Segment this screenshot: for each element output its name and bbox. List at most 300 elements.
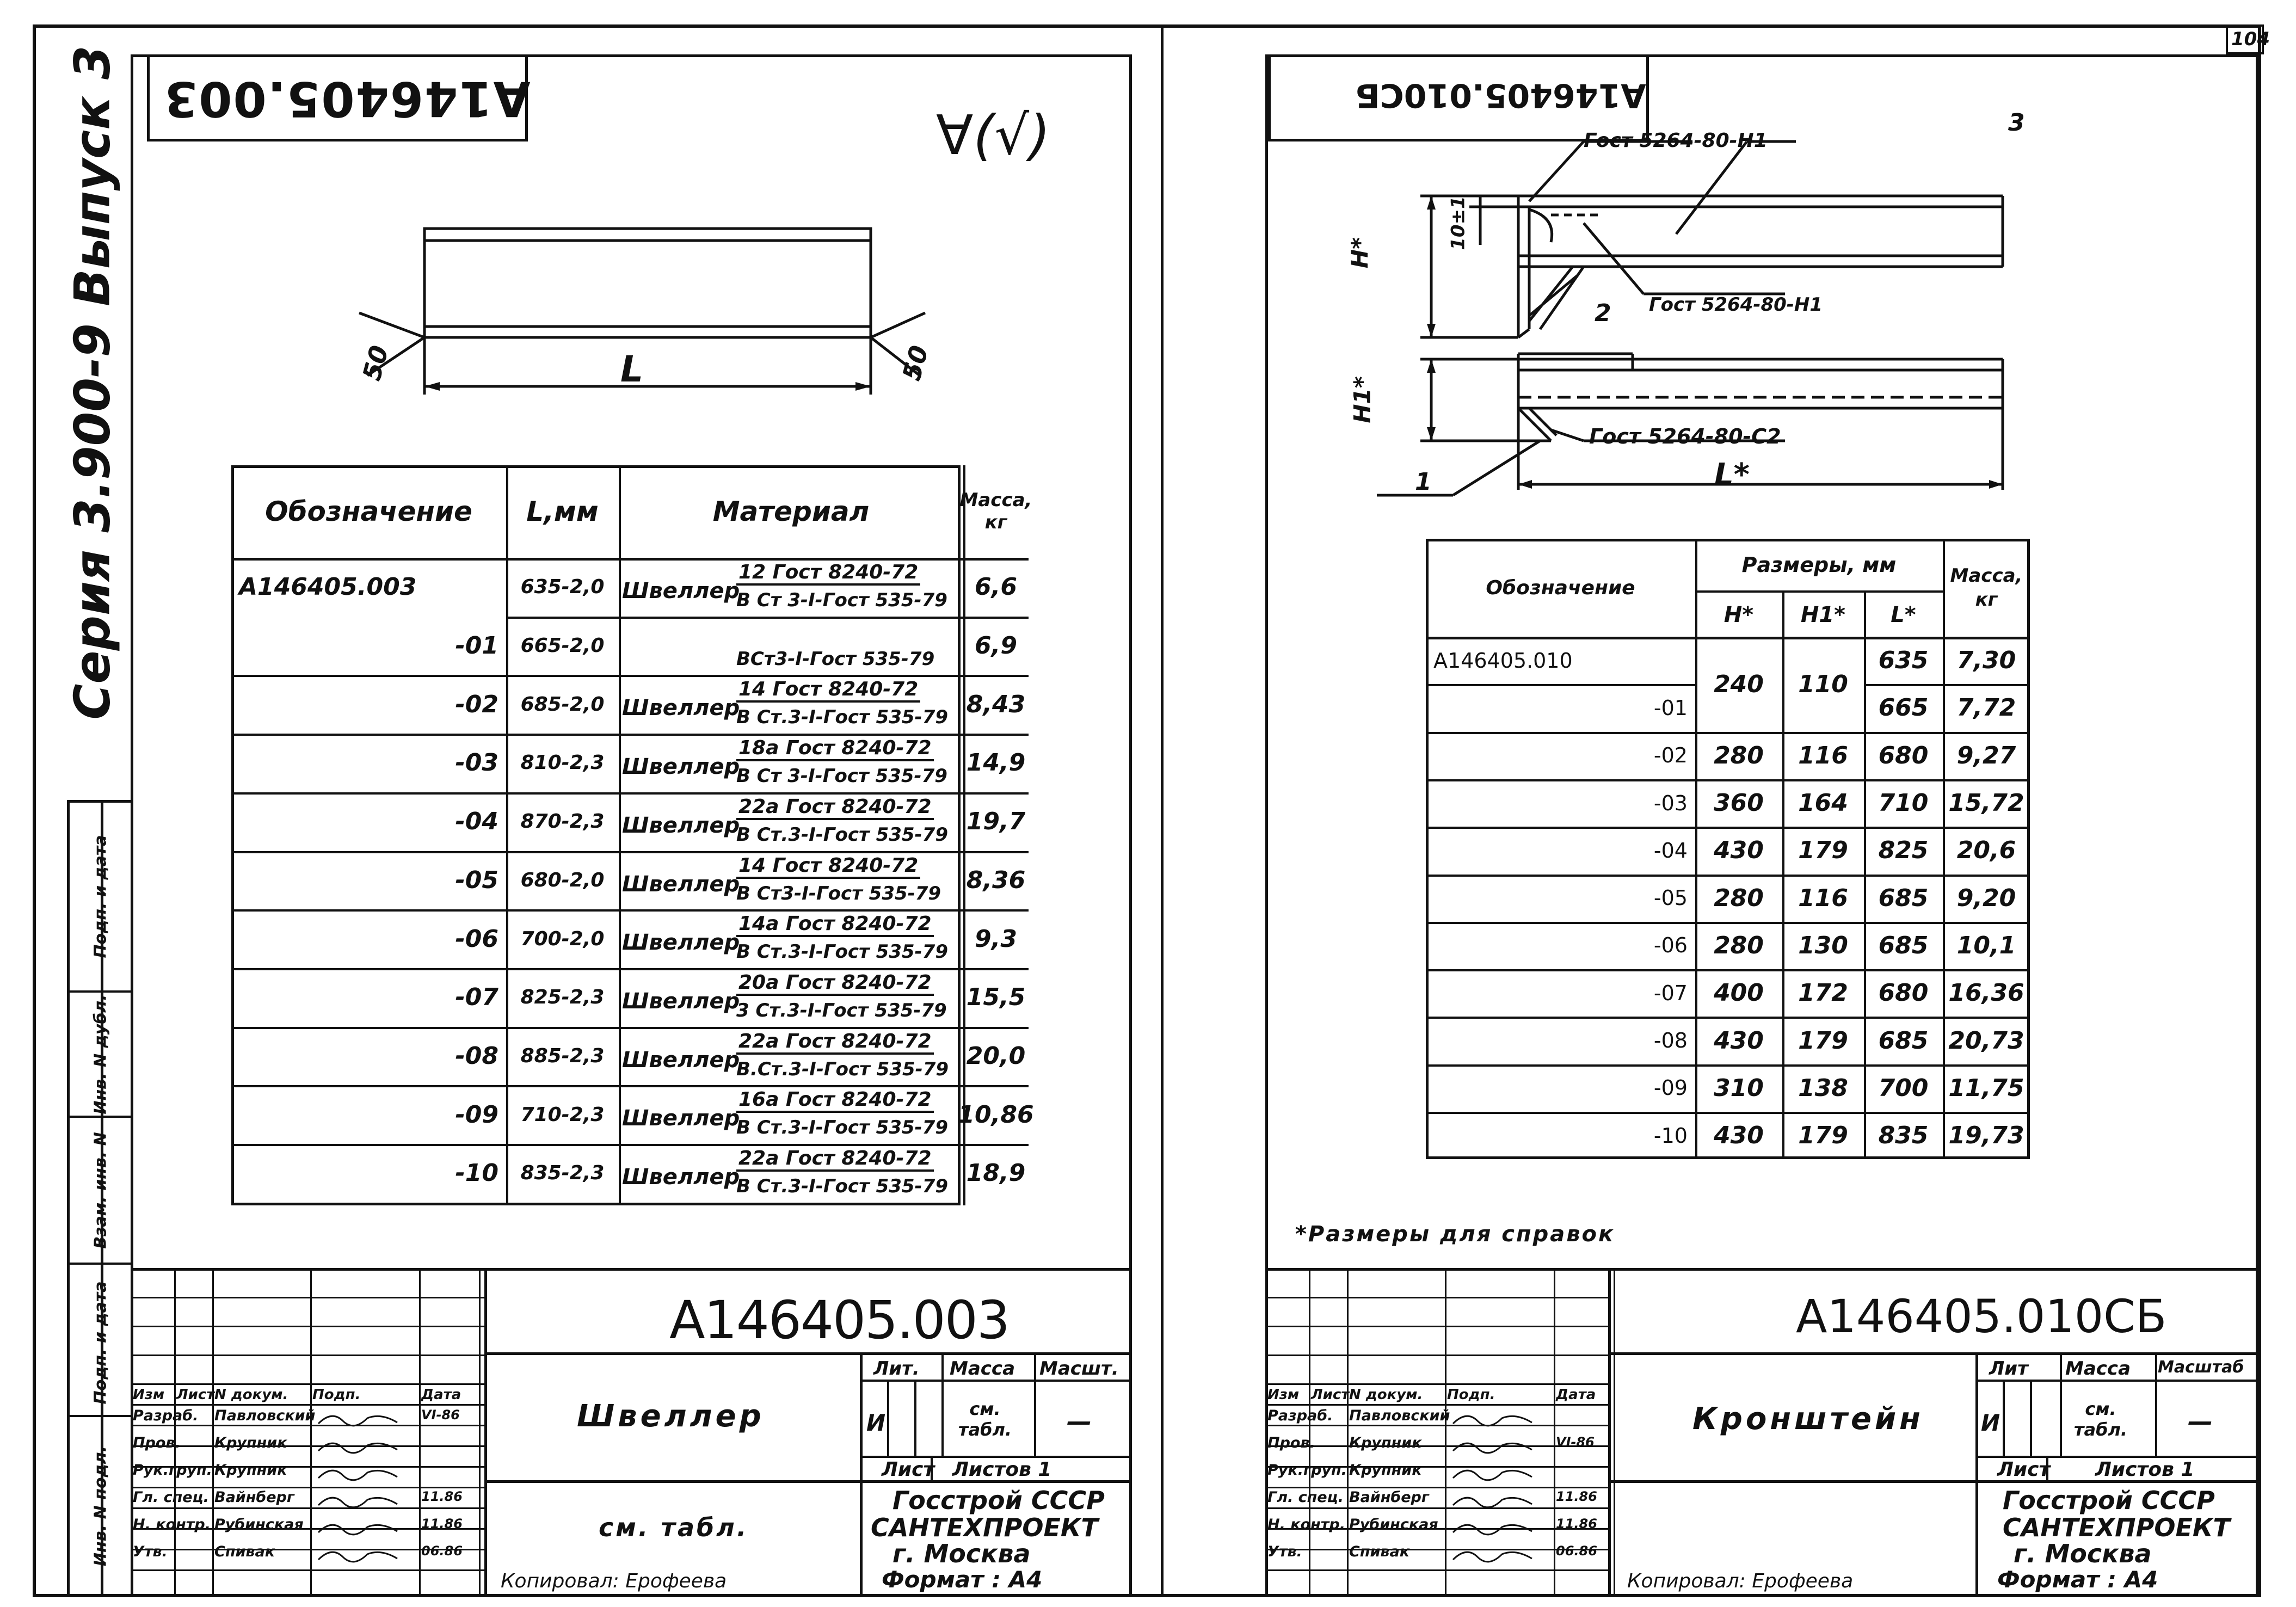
- right-th-mass: Масса, кг: [1950, 564, 2023, 611]
- left-row-designation: -08: [455, 1042, 498, 1070]
- right-row-mass: 15,72: [1948, 789, 2024, 817]
- left-tb-grid-colhead: Изм: [133, 1387, 165, 1403]
- callout-2: 2: [1595, 299, 1611, 327]
- side-strip-line: [67, 800, 70, 1597]
- right-row-designation: -01: [1653, 695, 1688, 720]
- right-row-L: 635: [1878, 647, 1929, 675]
- left-tb-grid-hline: [131, 1487, 484, 1488]
- right-tb-vline: [2155, 1352, 2157, 1456]
- left-tb-grid-hline: [131, 1425, 484, 1426]
- left-row-length: 685-2,0: [520, 693, 605, 716]
- side-stamp-4: Инв. N дубл.: [91, 994, 110, 1115]
- material-steel: 3 Ст.3-I-Гост 535-79: [736, 999, 947, 1021]
- left-row-length: 700-2,0: [520, 927, 605, 950]
- material-steel: В.Ст.3-I-Гост 535-79: [736, 1058, 949, 1080]
- right-tb-grid-colhead: Дата: [1556, 1387, 1596, 1403]
- material-section: 14 Гост 8240-72: [736, 854, 920, 879]
- right-tb-lit-value: И: [1981, 1409, 2000, 1436]
- left-tb-org-2: САНТЕХПРОЕКТ: [871, 1513, 1098, 1542]
- left-tb-mass-value: см. табл.: [958, 1399, 1012, 1440]
- right-tb-grid-vline: [1445, 1268, 1446, 1597]
- left-tb-grid-signer-role: Пров.: [133, 1434, 181, 1451]
- right-th-sizes: Размеры, мм: [1741, 552, 1897, 577]
- left-row-length: 680-2,0: [520, 869, 605, 891]
- right-row-designation: -06: [1653, 933, 1688, 958]
- right-tb-grid-colhead: N докум.: [1349, 1387, 1423, 1403]
- left-tb-grid-vline: [479, 1268, 481, 1597]
- material-name: Швеллер: [622, 578, 740, 604]
- right-tb-vline: [1608, 1268, 1611, 1597]
- material-section: 22а Гост 8240-72: [736, 1030, 934, 1055]
- right-row-H: 280: [1714, 884, 1764, 912]
- right-row-L: 685: [1878, 1026, 1929, 1055]
- left-tb-grid-signer-role: Разраб.: [133, 1407, 199, 1424]
- signature-icon: [316, 1434, 414, 1456]
- left-tb-grid-hline: [131, 1326, 484, 1327]
- right-row-designation: -10: [1653, 1123, 1688, 1148]
- left-tb-grid-colhead: N докум.: [214, 1387, 288, 1403]
- left-row-material: [622, 675, 961, 734]
- right-tb-grid-signer-role: Разраб.: [1267, 1407, 1333, 1424]
- right-tb-scale-value: —: [2188, 1407, 2213, 1436]
- material-section: 14а Гост 8240-72: [736, 913, 934, 937]
- left-tb-grid-signer-date: 11.86: [421, 1516, 463, 1531]
- left-row-mass: 8,43: [966, 690, 1026, 718]
- right-row-H1: 138: [1798, 1074, 1848, 1102]
- right-tb-grid-colhead: Изм: [1267, 1387, 1300, 1403]
- right-tb-code: А146405.010СБ: [1796, 1290, 2167, 1343]
- left-th-material: Материал: [712, 496, 870, 527]
- right-tb-grid-hline: [1265, 1507, 1608, 1509]
- material-section: 20а Гост 8240-72: [736, 971, 934, 996]
- left-tb-grid-hline: [131, 1297, 484, 1298]
- right-row-H: 280: [1714, 931, 1764, 959]
- right-tb-grid-signer-date: 06.86: [1556, 1543, 1597, 1559]
- material-steel: В Ст 3-I-Гост 535-79: [736, 589, 947, 611]
- sheet-divider: [1161, 24, 1164, 1597]
- left-row-designation: -03: [455, 749, 498, 777]
- right-row-mass: 9,27: [1956, 741, 2016, 769]
- right-tb-vline: [2060, 1352, 2062, 1456]
- left-row-mass: 6,6: [975, 573, 1017, 601]
- right-row-H1: 110: [1798, 670, 1848, 698]
- series-vertical-label: Серия 3.900-9 Выпуск 3: [64, 45, 121, 720]
- left-tb-grid-signer-role: Рук.груп.: [133, 1462, 212, 1479]
- weld-label-top: Гост 5264-80-Н1: [1584, 130, 1768, 152]
- left-format: Формат : А4: [882, 1566, 1043, 1593]
- side-stamp-3: Взам. инв. N: [91, 1132, 110, 1249]
- left-row-material: [622, 851, 961, 910]
- right-row-H: 430: [1714, 836, 1764, 865]
- material-steel: В Ст.3-I-Гост 535-79: [736, 941, 948, 963]
- material-section: 12 Гост 8240-72: [736, 561, 920, 586]
- right-row-H: 310: [1714, 1074, 1764, 1102]
- right-tb-grid-hline: [1265, 1383, 1608, 1385]
- right-tb-grid-signer-role: Пров.: [1267, 1434, 1315, 1451]
- left-tb-grid-colhead: Лист: [176, 1387, 215, 1403]
- left-tb-grid-colhead: Дата: [421, 1387, 461, 1403]
- left-row-length: 665-2,0: [520, 635, 605, 657]
- signature-icon: [1450, 1489, 1548, 1511]
- left-tb-grid-hline: [131, 1404, 484, 1406]
- callout-1: 1: [1415, 468, 1432, 496]
- right-row-designation: А146405.010: [1433, 648, 1573, 673]
- right-row-mass: 19,73: [1948, 1122, 2024, 1150]
- angle-label-right: 50: [896, 342, 934, 384]
- material-section: 22а Гост 8240-72: [736, 1147, 934, 1172]
- left-tb-grid-hline: [131, 1354, 484, 1356]
- right-row-designation: -08: [1653, 1029, 1688, 1053]
- material-section: 18а Гост 8240-72: [736, 737, 934, 761]
- left-copied-by: Копировал: Ерофеева: [501, 1570, 727, 1592]
- right-copied-by: Копировал: Ерофеева: [1627, 1570, 1854, 1592]
- material-steel: В Ст.3-I-Гост 535-79: [736, 1175, 948, 1197]
- left-row-designation: -10: [455, 1159, 498, 1187]
- angle-label-left: 50: [356, 342, 395, 384]
- right-row-L: 680: [1878, 741, 1929, 769]
- left-row-designation: -09: [455, 1100, 498, 1129]
- left-tb-vline: [484, 1268, 487, 1597]
- dim-L-star-label: L*: [1714, 457, 1750, 492]
- right-row-L: 700: [1878, 1074, 1929, 1102]
- right-row-designation: -05: [1653, 886, 1688, 910]
- right-tb-hline: [1975, 1456, 2258, 1458]
- left-row-mass: 14,9: [966, 749, 1026, 777]
- left-tb-grid-signer-role: Утв.: [133, 1543, 168, 1560]
- right-row-H1: 179: [1798, 836, 1848, 865]
- right-tb-lit-label: Лит: [1989, 1358, 2028, 1380]
- right-row-H: 430: [1714, 1026, 1764, 1055]
- right-table-hline: [1695, 590, 1943, 593]
- right-row-H: 400: [1714, 979, 1764, 1007]
- left-row-designation: -02: [455, 690, 498, 718]
- footnote: *Размеры для справок: [1295, 1222, 1615, 1247]
- dim-H1-label: Н1*: [1349, 376, 1376, 423]
- right-row-H1: 172: [1798, 979, 1848, 1007]
- left-th-mass: Масса, кг: [959, 489, 1032, 533]
- material-section: 16а Гост 8240-72: [736, 1088, 934, 1113]
- material-steel: В Ст.3-I-Гост 535-79: [736, 823, 948, 846]
- left-tb-grid-vline: [419, 1268, 421, 1597]
- left-tb-grid-hline: [131, 1507, 484, 1509]
- left-tb-lit-label: Лит.: [873, 1358, 920, 1380]
- right-format: Формат : А4: [1997, 1566, 2158, 1593]
- left-tb-grid-signer-name: Павловский: [214, 1407, 316, 1424]
- right-row-mass: 20,6: [1956, 836, 2016, 865]
- side-stamp-2: Подп. и дата: [91, 1281, 110, 1405]
- left-tb-grid-signer-name: Вайнберг: [214, 1489, 294, 1506]
- right-tb-grid-vline: [1347, 1268, 1349, 1597]
- left-tb-sheet-label: Лист: [882, 1458, 935, 1481]
- right-tb-grid-hline: [1265, 1487, 1608, 1488]
- right-tb-grid-colhead: Подп.: [1447, 1387, 1495, 1403]
- right-tb-grid-signer-name: Вайнберг: [1349, 1489, 1429, 1506]
- right-tb-grid-hline: [1265, 1404, 1608, 1406]
- right-row-L: 685: [1878, 884, 1929, 912]
- left-row-length: 710-2,3: [520, 1103, 605, 1126]
- material-name: Швеллер: [622, 812, 740, 838]
- left-row-length: 810-2,3: [520, 752, 605, 774]
- right-row-H1: 164: [1798, 789, 1848, 817]
- right-tb-hline: [1608, 1352, 2258, 1355]
- left-tb-grid-signer-role: Гл. спец.: [133, 1489, 209, 1506]
- side-strip-line: [67, 800, 132, 803]
- right-row-mass: 10,1: [1956, 931, 2016, 959]
- signature-icon: [1450, 1462, 1548, 1483]
- right-tb-grid-hline: [1265, 1354, 1608, 1356]
- left-row-mass: 20,0: [966, 1042, 1026, 1070]
- left-tb-org-1: Госстрой СССР: [892, 1486, 1105, 1515]
- right-row-mass: 16,36: [1948, 979, 2024, 1007]
- right-tb-sheets-label: Листов 1: [2095, 1458, 2195, 1481]
- right-row-H1: 130: [1798, 931, 1848, 959]
- left-tb-vline: [914, 1380, 916, 1456]
- right-tb-grid-vline: [1614, 1268, 1615, 1597]
- left-tb-grid-signer-date: 06.86: [421, 1543, 463, 1559]
- callout-3: 3: [2008, 109, 2025, 137]
- right-tb-org-2: САНТЕХПРОЕКТ: [2003, 1513, 2230, 1542]
- right-tb-name: Кронштейн: [1692, 1401, 1924, 1437]
- weld-label-bottom: Гост 5264-80-С2: [1589, 424, 1781, 448]
- right-tb-scale-label: Масштаб: [2158, 1358, 2244, 1377]
- left-tb-hline: [860, 1380, 1132, 1382]
- right-tb-org-1: Госстрой СССР: [2003, 1486, 2215, 1515]
- left-row-material: [622, 792, 961, 851]
- signature-icon: [316, 1516, 414, 1538]
- left-row-material: [622, 1085, 961, 1144]
- left-row-material: [622, 968, 961, 1027]
- dim-L-label: L: [620, 348, 644, 390]
- left-tb-grid-vline: [174, 1268, 176, 1597]
- right-row-H1: 179: [1798, 1122, 1848, 1150]
- left-tb-grid-colhead: Подп.: [312, 1387, 361, 1403]
- left-tb-material: см. табл.: [599, 1513, 749, 1542]
- material-steel: В Ст.3-I-Гост 535-79: [736, 706, 948, 729]
- left-tb-grid-hline: [131, 1383, 484, 1385]
- dim-H-label: Н*: [1346, 237, 1374, 269]
- right-row-designation: -04: [1653, 838, 1688, 863]
- material-steel: ВСт3-I-Гост 535-79: [736, 648, 935, 670]
- right-row-H: 240: [1714, 670, 1764, 698]
- material-name: Швеллер: [622, 1165, 740, 1190]
- left-table-vline: [619, 465, 621, 1205]
- side-stamp-1: Инв. N подл.: [91, 1445, 110, 1567]
- left-tb-grid-signer-name: Рубинская: [214, 1516, 304, 1533]
- right-row-L: 685: [1878, 931, 1929, 959]
- left-row-designation: -07: [455, 983, 498, 1012]
- right-row-designation: -02: [1653, 743, 1688, 768]
- right-tb-grid-signer-date: VI-86: [1556, 1434, 1595, 1450]
- right-mirrored-stamp: А146405.010СБ: [1355, 76, 1646, 114]
- left-row-length: 825-2,3: [520, 986, 605, 1009]
- material-name: Швеллер: [622, 1047, 740, 1073]
- right-row-mass: 11,75: [1948, 1074, 2024, 1102]
- right-row-H1: 116: [1798, 884, 1848, 912]
- page-number: 104: [2231, 28, 2270, 50]
- weld-label-mid: Гост 5264-80-Н1: [1649, 294, 1823, 316]
- right-row-L: 710: [1878, 789, 1929, 817]
- left-th-length: L,мм: [526, 496, 599, 527]
- signature-icon: [316, 1462, 414, 1483]
- left-tb-grid-hline: [131, 1569, 484, 1571]
- material-name: Швеллер: [622, 930, 740, 956]
- right-tb-vline: [2003, 1380, 2005, 1456]
- right-row-mass: 7,30: [1956, 647, 2016, 675]
- right-tb-grid-signer-role: Утв.: [1267, 1543, 1302, 1560]
- material-section: 22а Гост 8240-72: [736, 796, 934, 820]
- right-row-designation: -09: [1653, 1076, 1688, 1100]
- left-titleblock-top: [131, 1268, 1132, 1271]
- left-tb-grid-vline: [212, 1268, 214, 1597]
- left-row-material: [622, 734, 961, 792]
- material-steel: В Ст 3-I-Гост 535-79: [736, 765, 947, 787]
- left-row-designation: -06: [455, 925, 498, 953]
- right-tb-grid-signer-name: Крупник: [1349, 1462, 1422, 1479]
- signature-icon: [1450, 1434, 1548, 1456]
- left-tb-name: Швеллер: [577, 1399, 765, 1434]
- left-tb-vline: [941, 1352, 944, 1456]
- right-tb-grid-signer-role: Гл. спец.: [1267, 1489, 1344, 1506]
- left-tb-org-3: г. Москва: [892, 1539, 1031, 1568]
- left-tb-grid-hline: [131, 1445, 484, 1447]
- right-tb-org-3: г. Москва: [2014, 1539, 2152, 1568]
- left-row-length: 885-2,3: [520, 1044, 605, 1067]
- left-row-material: [622, 1027, 961, 1086]
- right-tb-grid-vline: [1309, 1268, 1310, 1597]
- left-tb-vline: [1034, 1352, 1036, 1456]
- left-tb-mass-label: Масса: [950, 1358, 1015, 1380]
- right-tb-grid-hline: [1265, 1425, 1608, 1426]
- left-row-material: [622, 617, 961, 675]
- left-tb-scale-label: Масшт.: [1039, 1358, 1119, 1380]
- left-row-designation: А146405.003: [239, 573, 417, 601]
- right-tb-mass-value: см. табл.: [2073, 1399, 2128, 1440]
- right-tb-grid-hline: [1265, 1569, 1608, 1571]
- left-tb-grid-vline: [310, 1268, 312, 1597]
- material-steel: В Ст.3-I-Гост 535-79: [736, 1117, 948, 1139]
- right-tb-grid-vline: [1554, 1268, 1555, 1597]
- right-th-L: L*: [1891, 602, 1916, 627]
- right-tb-grid-colhead: Лист: [1311, 1387, 1350, 1403]
- right-row-H: 280: [1714, 741, 1764, 769]
- left-row-length: 635-2,0: [520, 576, 605, 599]
- left-row-mass: 19,7: [966, 808, 1026, 836]
- left-row-mass: 6,9: [975, 632, 1017, 660]
- material-name: Швеллер: [622, 871, 740, 897]
- left-tb-grid-signer-name: Крупник: [214, 1434, 287, 1451]
- right-th-designation: Обозначение: [1486, 576, 1635, 599]
- right-row-L: 665: [1878, 694, 1929, 722]
- left-tb-grid-signer-date: VI-86: [421, 1407, 460, 1423]
- left-tb-vline: [860, 1352, 863, 1597]
- left-tb-grid-signer-name: Крупник: [214, 1462, 287, 1479]
- left-tb-vline: [887, 1380, 889, 1456]
- bracket-drawing: [1371, 114, 2095, 517]
- right-tb-grid-signer-date: 11.86: [1556, 1489, 1597, 1504]
- right-tb-grid-signer-role: Рук.груп.: [1267, 1462, 1347, 1479]
- right-row-H: 430: [1714, 1122, 1764, 1150]
- right-row-mass: 20,73: [1948, 1026, 2024, 1055]
- left-row-material: [622, 909, 961, 968]
- signature-icon: [1450, 1407, 1548, 1429]
- roughness-mark: ∀(√): [936, 103, 1051, 167]
- signature-icon: [316, 1489, 414, 1511]
- left-row-designation: -04: [455, 808, 498, 836]
- left-row-material: [622, 1144, 961, 1203]
- right-row-L: 680: [1878, 979, 1929, 1007]
- left-row-mass: 10,86: [958, 1100, 1034, 1129]
- right-tb-grid-hline: [1265, 1297, 1608, 1298]
- right-row-H: 360: [1714, 789, 1764, 817]
- right-tb-grid-signer-date: 11.86: [1556, 1516, 1597, 1531]
- left-th-designation: Обозначение: [265, 496, 472, 527]
- left-tb-scale-value: —: [1067, 1407, 1092, 1436]
- right-tb-sheet-label: Лист: [1997, 1458, 2051, 1481]
- right-tb-grid-signer-name: Павловский: [1349, 1407, 1450, 1424]
- left-row-length: 870-2,3: [520, 810, 605, 833]
- right-tb-grid-signer-name: Рубинская: [1349, 1516, 1438, 1533]
- right-row-mass: 7,72: [1956, 694, 2016, 722]
- dim-10-label: 10±1: [1447, 196, 1469, 250]
- left-tb-grid-signer-date: 11.86: [421, 1489, 463, 1504]
- signature-icon: [1450, 1543, 1548, 1565]
- right-tb-mass-label: Масса: [2065, 1358, 2131, 1380]
- material-name: Швеллер: [622, 754, 740, 780]
- left-row-length: 835-2,3: [520, 1162, 605, 1185]
- left-row-mass: 18,9: [966, 1159, 1026, 1187]
- left-tb-grid-signer-name: Спивак: [214, 1543, 275, 1560]
- left-tb-grid-signer-role: Н. контр.: [133, 1516, 211, 1533]
- right-tb-vline: [1975, 1352, 1978, 1597]
- left-tb-sheets-label: Листов 1: [952, 1458, 1052, 1481]
- right-tb-grid-signer-name: Спивак: [1349, 1543, 1410, 1560]
- left-tb-lit-value: И: [866, 1409, 886, 1436]
- right-row-L: 835: [1878, 1122, 1929, 1150]
- material-name: Швеллер: [622, 695, 740, 721]
- right-tb-grid-hline: [1265, 1326, 1608, 1327]
- right-row-H1: 179: [1798, 1026, 1848, 1055]
- left-tb-hline: [860, 1456, 1132, 1458]
- left-row-mass: 15,5: [966, 983, 1026, 1012]
- right-row-mass: 9,20: [1956, 884, 2016, 912]
- right-titleblock-top: [1265, 1268, 2258, 1271]
- left-row-mass: 9,3: [975, 925, 1017, 953]
- signature-icon: [316, 1407, 414, 1429]
- material-name: Швеллер: [622, 1106, 740, 1131]
- material-name: Швеллер: [622, 988, 740, 1014]
- left-row-mass: 8,36: [966, 866, 1026, 894]
- signature-icon: [316, 1543, 414, 1565]
- right-tb-hline: [1975, 1380, 2258, 1382]
- right-row-designation: -07: [1653, 981, 1688, 1005]
- right-tb-grid-signer-role: Н. контр.: [1267, 1516, 1346, 1533]
- left-row-material: [622, 558, 961, 617]
- left-row-designation: -05: [455, 866, 498, 894]
- right-th-H1: Н1*: [1800, 602, 1846, 627]
- right-tb-grid-signer-name: Крупник: [1349, 1434, 1422, 1451]
- right-th-H: Н*: [1723, 602, 1754, 627]
- left-row-designation: -01: [455, 632, 498, 660]
- signature-icon: [1450, 1516, 1548, 1538]
- material-steel: В Ст3-I-Гост 535-79: [736, 882, 941, 904]
- left-tb-code: А146405.003: [669, 1290, 1009, 1351]
- right-tb-vline: [2030, 1380, 2032, 1456]
- left-mirrored-stamp: А146405.003: [163, 71, 531, 127]
- right-row-L: 825: [1878, 836, 1929, 865]
- right-row-designation: -03: [1653, 791, 1688, 815]
- side-stamp-5: Подп. и дата: [91, 835, 110, 958]
- material-section: 14 Гост 8240-72: [736, 678, 920, 703]
